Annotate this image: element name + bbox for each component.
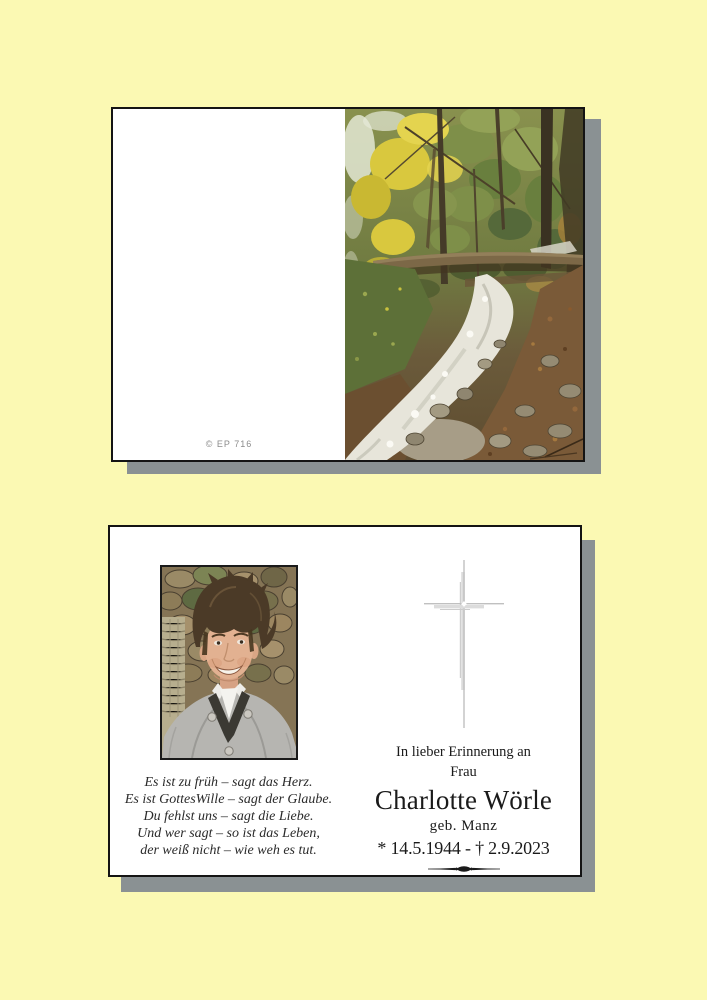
divider-flourish-icon <box>424 863 504 875</box>
poem-line: Es ist zu früh – sagt das Herz. <box>144 775 313 790</box>
cross-icon <box>424 560 504 728</box>
poem-line: der weiß nicht – wie weh es tut. <box>140 843 317 858</box>
memorial-text-block <box>347 527 580 875</box>
memorial-card-outside <box>111 107 585 462</box>
memorial-card-inside <box>108 525 582 877</box>
salutation: Frau <box>450 764 477 780</box>
publisher-mark: © EP 716 <box>205 439 253 449</box>
birth-name: geb. Manz <box>429 818 498 834</box>
poem-line: Es ist GottesWille – sagt der Glaube. <box>124 792 333 807</box>
portrait-photo <box>160 565 298 760</box>
forest-stream-illustration <box>345 109 583 460</box>
memorial-intro: In lieber Erinnerung an <box>396 744 531 760</box>
poem-line: Du fehlst uns – sagt die Liebe. <box>143 809 314 824</box>
forest-stream-photo <box>345 109 583 460</box>
poem <box>110 774 347 859</box>
deceased-name: Charlotte Wörle <box>374 785 553 815</box>
blank-back-page <box>113 109 345 460</box>
life-dates: * 14.5.1944 - † 2.9.2023 <box>377 838 550 858</box>
portrait-illustration <box>162 567 296 758</box>
poem-line: Und wer sagt – so ist das Leben, <box>137 826 320 841</box>
